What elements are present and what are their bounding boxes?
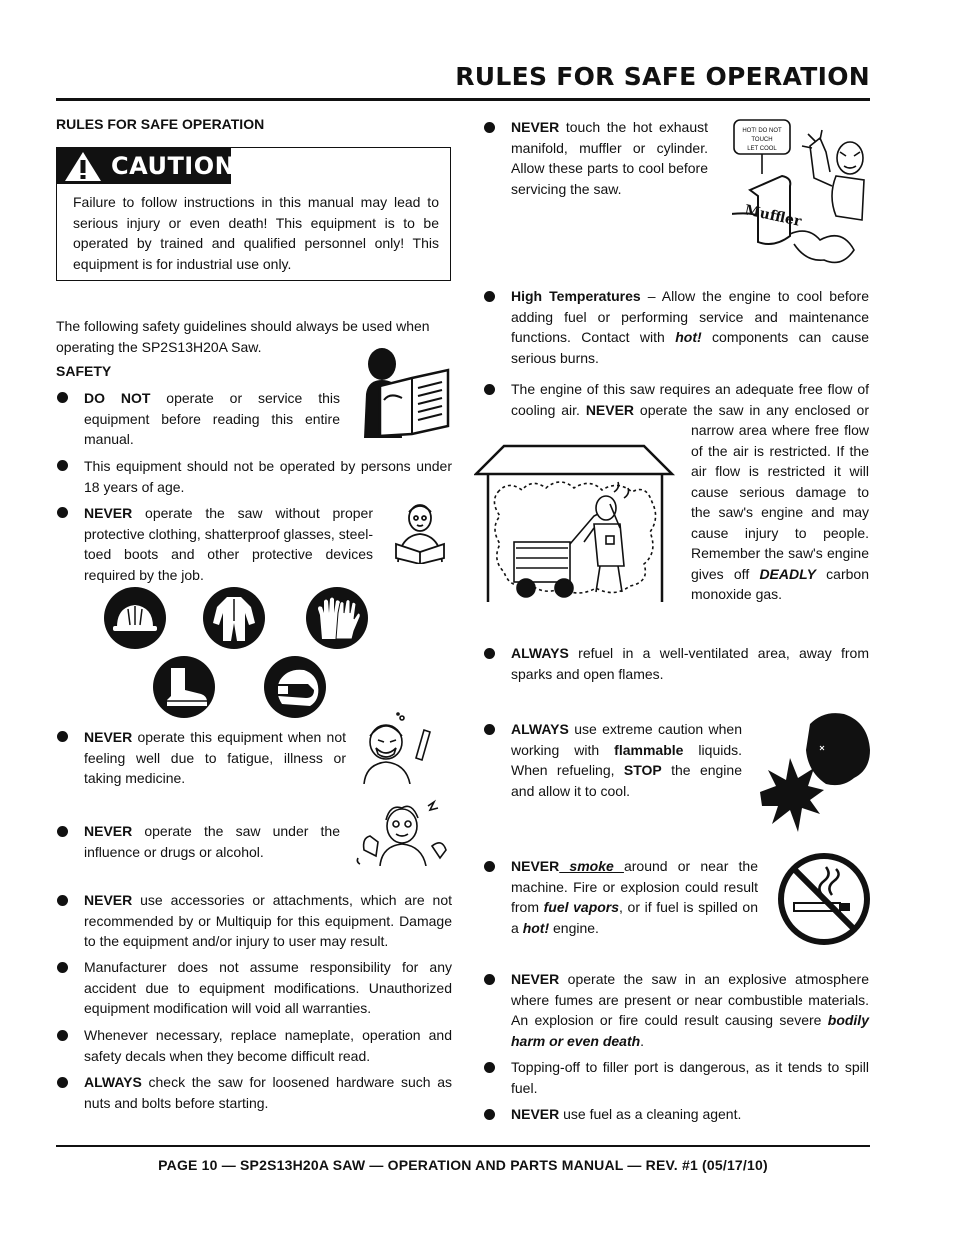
reading-manual-icon <box>362 344 452 440</box>
caution-banner <box>57 148 236 184</box>
hot-sign-line3: LET COOL <box>747 146 777 152</box>
safety-heading: SAFETY <box>56 363 112 379</box>
muffler-label: Muffler <box>743 202 803 230</box>
list-item: ALWAYS use extreme caution when working with flammable liquids. When refueling, STOP the engine and allow it to cool. <box>511 721 743 799</box>
list-item: The engine of this saw requires an adequate free flow of cooling air. NEVER operate the saw in any enclosed or narrow area where free flow of the air is restricted. If the air flow is restricted it will cause serious damage to the saw's engine and may cause injury to people. Remember the saw's engine gives off DEADLY carbon monoxide gas. <box>511 381 870 602</box>
bullet-dot <box>484 1062 495 1073</box>
list-item: NEVER smoke around or near the machine. Fire or explosion could result from fuel vapors, or if fuel is spilled on a hot! engine. <box>511 858 759 936</box>
sick-person-icon <box>358 712 438 784</box>
bullet-dot <box>57 895 68 906</box>
list-item: Topping-off to filler port is dangerous, as it tends to spill fuel. <box>511 1059 869 1096</box>
footer-rule <box>56 1145 870 1147</box>
bullet-dot <box>57 731 68 742</box>
muffler-burn-icon <box>732 116 872 268</box>
safety-glasses-icon <box>264 656 326 718</box>
bullet-dot <box>57 962 68 973</box>
list-item: NEVER operate the saw in an explosive atmosphere where fumes are present or near combustible materials. An explosion or fire could result causing severe bodily harm or even death. <box>511 971 869 1049</box>
list-item: Whenever necessary, replace nameplate, operation and safety decals when they become difficult read. <box>84 1027 452 1064</box>
bullet-dot <box>57 1030 68 1041</box>
list-item: NEVER use accessories or attachments, which are not recommended by or Multiquip for this equipment. Damage to the equipment and/or injury to user may result. <box>84 892 452 949</box>
reading-person-icon <box>388 500 452 564</box>
enclosed-area-icon <box>474 432 678 610</box>
list-item: NEVER operate the saw without proper protective clothing, shatterproof glasses, steel-toed boots and other protective devices required by the job. <box>84 505 373 583</box>
list-item: NEVER operate the saw under the influence or drugs or alcohol. <box>84 823 340 860</box>
bullet-dot <box>57 1077 68 1088</box>
bullet-dot <box>484 1109 495 1120</box>
bullet-dot <box>57 507 68 518</box>
list-item: NEVER use fuel as a cleaning agent. <box>511 1106 742 1122</box>
page-title: RULES FOR SAFE OPERATION <box>455 62 870 91</box>
caution-label: CAUTION <box>111 152 236 180</box>
hard-hat-icon <box>104 587 166 649</box>
intoxicated-person-icon <box>356 798 452 866</box>
list-item: This equipment should not be operated by persons under 18 years of age. <box>84 458 452 495</box>
list-item: NEVER operate this equipment when not feeling well due to fatigue, illness or taking medicine. <box>84 729 346 786</box>
caution-text: Failure to follow instructions in this manual may lead to serious injury or even death! This equipment is to be operated by trained and qualified personnel only! This equipment is for industrial use only. <box>73 194 439 272</box>
bullet-dot <box>484 648 495 659</box>
explosion-icon <box>758 710 872 834</box>
bullet-dot <box>484 724 495 735</box>
list-item: DO NOT operate or service this equipment before reading this entire manual. <box>84 390 340 447</box>
bullet-dot <box>57 392 68 403</box>
steel-toe-boot-icon <box>153 656 215 718</box>
list-item: ALWAYS refuel in a well-ventilated area, away from sparks and open flames. <box>511 645 869 682</box>
list-item: Manufacturer does not assume responsibility for any accident due to equipment modifications. Unauthorized equipment modification will void all warranties. <box>84 959 452 1016</box>
bullet-dot <box>484 861 495 872</box>
bullet-dot <box>57 460 68 471</box>
list-item: High Temperatures – Allow the engine to cool before adding fuel or performing service and maintenance functions. Contact with hot! components can cause serious burns. <box>511 288 869 366</box>
hot-sign-line1: HOT! DO NOT <box>742 128 782 134</box>
warning-triangle-icon <box>63 150 103 182</box>
bullet-dot <box>484 291 495 302</box>
intro-text: The following safety guidelines should always be used when operating the SP2S13H20A Saw. <box>56 318 430 355</box>
bullet-dot <box>484 384 495 395</box>
bullet-dot <box>57 826 68 837</box>
page-footer: PAGE 10 — SP2S13H20A SAW — OPERATION AND PARTS MANUAL — REV. #1 (05/17/10) <box>158 1157 768 1173</box>
hot-sign-line2: TOUCH <box>751 137 773 143</box>
list-item: NEVER touch the hot exhaust manifold, muffler or cylinder. Allow these parts to cool before servicing the saw. <box>511 119 708 197</box>
header-rule <box>56 98 870 101</box>
list-item: ALWAYS check the saw for loosened hardware such as nuts and bolts before starting. <box>84 1074 452 1111</box>
bullet-dot <box>484 974 495 985</box>
no-smoking-icon <box>776 851 872 947</box>
bullet-dot <box>484 122 495 133</box>
caution-box <box>56 147 451 281</box>
section-heading: RULES FOR SAFE OPERATION <box>56 116 265 132</box>
coveralls-icon <box>203 587 265 649</box>
gloves-icon <box>306 587 368 649</box>
